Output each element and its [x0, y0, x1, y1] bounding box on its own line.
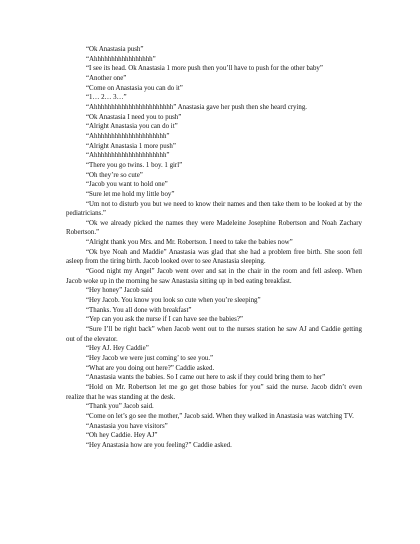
paragraph: “Hey Jacob we were just coming’ to see you.” — [86, 355, 214, 362]
paragraph: “Sure I’ll be right back” when Jacob went out to the nurses station he saw AJ and Caddie getting out of the elevator. — [66, 326, 362, 343]
paragraph: “Ok Anastasia push” — [86, 46, 144, 53]
paragraph: “Ahhhhhhhhhhhhhhhhhhhhh” — [86, 132, 170, 140]
body-text — [66, 45, 362, 451]
paragraph: “Ok Anastasia I need you to push” — [86, 113, 182, 121]
paragraph: “I see its head. Ok Anastasia 1 more push then you’ll have to push for the other baby” — [86, 65, 323, 73]
paragraph: “Another one” — [86, 74, 127, 82]
paragraph: “Come on let’s go see the mother,” Jacob said. When they walked in Anastasia was watching TV. — [86, 412, 354, 420]
paragraph: “Anastasia you have visitors” — [86, 422, 168, 430]
paragraph: “Come on Anastasia you can do it” — [86, 84, 183, 92]
paragraph: “Ahhhhhhhhhhhhhhhhhhhhh” — [86, 152, 170, 160]
paragraph: “Hey Anastasia how are you feeling?” Caddie asked. — [86, 441, 232, 449]
paragraph: “Sure let me hold my little boy” — [86, 190, 175, 198]
paragraph: “Ok we already picked the names they were Madeleine Josephine Robertson and Noah Zachary Robertson.” — [66, 219, 362, 237]
paragraph: “Alright Anastasia you can do it” — [86, 123, 178, 131]
paragraph: “Hey AJ. Hey Caddie” — [86, 345, 149, 353]
paragraph: “Anastasia wants the babies. So I came out here to ask if they could bring them to her” — [86, 374, 326, 382]
paragraph: “Ahhhhhhhhhhhhhhhhhhhhhhh” Anastasia gave her push then she heard crying. — [86, 103, 308, 111]
paragraph: “What are you doing out here?” Caddie asked. — [86, 364, 215, 372]
paragraph: “Hey Jacob. You know you look so cute when you’re sleeping” — [86, 297, 261, 305]
paragraph: “Ahhhhhhhhhhhhhhhhh” — [86, 55, 156, 63]
paragraph: “Thanks. You all done with breakfast” — [86, 306, 192, 314]
paragraph: “Hold on Mr. Robertson let me go get those babies for you” said the nurse. Jacob didn’t even realize that he was standing at the desk. — [66, 383, 362, 401]
paragraph: “1… 2… 3…” — [86, 94, 127, 102]
paragraph: “Yep can you ask the nurse if I can have see the babies?” — [86, 316, 243, 324]
paragraph: “Oh hey Caddie. Hey AJ” — [86, 432, 158, 440]
paragraph: “Alright thank you Mrs. and Mr. Robertson. I need to take the babies now” — [86, 239, 293, 247]
paragraph: “Oh they’re so cute” — [86, 171, 143, 179]
paragraph: “Hey honey” Jacob said — [86, 287, 153, 295]
paragraph: “Ok bye Noah and Maddie” Anastasia was glad that she had a problem free birth. She soon fell asleep from the tiring birth. Jacob looked over to see Anastasia sleeping. — [66, 248, 362, 266]
paragraph: “Jacob you want to hold one” — [86, 181, 168, 189]
paragraph: “Alright Anastasia 1 more push” — [86, 142, 176, 150]
paragraph: “Thank you” Jacob said. — [86, 403, 154, 411]
paragraph: “Good night my Angel” Jacob went over and sat in the chair in the room and fell asleep. When Jacob woke up in the morning he saw Anastasia sitting up in bed eating breakfast. — [66, 268, 362, 285]
paragraph: “Um not to disturb you but we need to know their names and then take them to be looked at by the pediatricians.” — [66, 200, 362, 218]
paragraph: “There you go twins. 1 boy. 1 girl” — [86, 161, 183, 169]
